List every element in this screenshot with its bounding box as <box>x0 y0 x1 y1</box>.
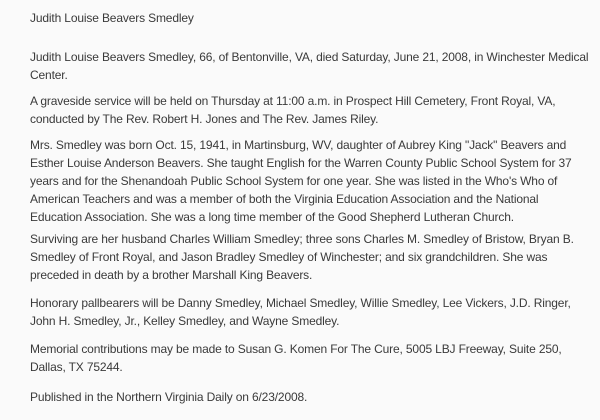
biography-paragraph: Mrs. Smedley was born Oct. 15, 1941, in Martinsburg, WV, daughter of Aubrey King "Jack" Beavers and Esther Louise Anderson Beavers. She taught English for the Warren County Public School System for 37 years and for the Shenandoah Public School System for one year. She was listed in the Who's Who of American Teachers and was a member of both the Virginia Education Association and the National Education Association. She was a long time member of the Good Shepherd Lutheran Church. <box>30 138 572 224</box>
obituary-title: Judith Louise Beavers Smedley <box>30 11 194 25</box>
memorial-contributions-paragraph: Memorial contributions may be made to Susan G. Komen For The Cure, 5005 LBJ Freeway, Suite 250, Dallas, TX 75244. <box>30 342 562 374</box>
survivors-paragraph: Surviving are her husband Charles William Smedley; three sons Charles M. Smedley of Bristow, Bryan B. Smedley of Front Royal, and Jason Bradley Smedley of Winchester; and six grandchildren. She was preceded in death by a brother Marshall King Beavers. <box>30 232 574 282</box>
death-announcement-paragraph: Judith Louise Beavers Smedley, 66, of Bentonville, VA, died Saturday, June 21, 2008, in Winchester Medical Center. <box>30 50 589 82</box>
publication-note: Published in the Northern Virginia Daily on 6/23/2008. <box>30 390 308 404</box>
pallbearers-paragraph: Honorary pallbearers will be Danny Smedley, Michael Smedley, Willie Smedley, Lee Vickers, J.D. Ringer, John H. Smedley, Jr., Kelley Smedley, and Wayne Smedley. <box>30 296 571 328</box>
service-paragraph: A graveside service will be held on Thursday at 11:00 a.m. in Prospect Hill Cemetery, Front Royal, VA, conducted by The Rev. Robert H. Jones and The Rev. James Riley. <box>30 94 556 126</box>
